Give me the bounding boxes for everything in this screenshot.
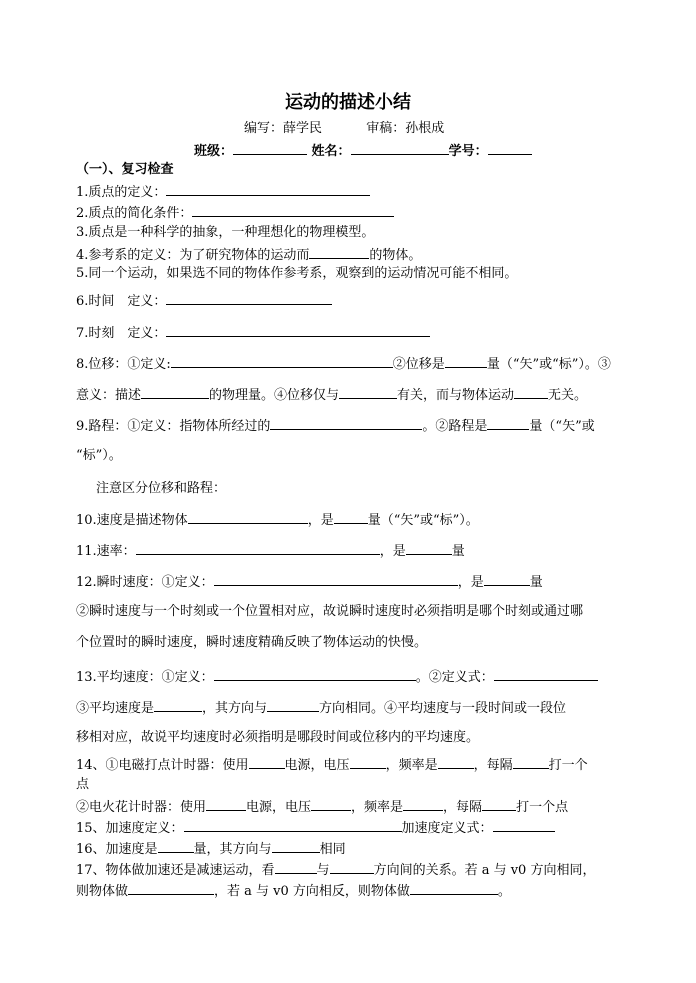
question-12-line-1: [76, 572, 543, 592]
question-7: [76, 323, 430, 343]
answer-blank[interactable]: [141, 385, 209, 399]
question-6-text: 6.时间 定义：: [76, 294, 167, 309]
class-blank[interactable]: [233, 141, 307, 155]
answer-blank[interactable]: [330, 860, 374, 874]
class-label: 班级：: [194, 144, 234, 159]
answer-blank[interactable]: [494, 667, 598, 681]
question-13-line-3: 移相对应，故说平均速度时必须指明是哪段时间或位移内的平均速度。: [76, 730, 480, 745]
id-blank[interactable]: [488, 141, 532, 155]
answer-blank[interactable]: [166, 323, 430, 337]
question-13-text: 。②定义式：: [415, 670, 494, 685]
question-4: [76, 245, 421, 265]
name-label: 姓名：: [311, 144, 351, 159]
question-14-text: ②电火花计时器：使用: [76, 800, 207, 815]
answer-blank[interactable]: [158, 839, 194, 853]
question-10-text: 量（“矢”或“标”）。: [367, 513, 479, 528]
question-13-line-2: [76, 698, 566, 718]
question-1-text: 1.质点的定义：: [76, 185, 167, 200]
question-17-text: 。: [497, 884, 511, 899]
question-7-text: 7.时刻 定义：: [76, 326, 167, 341]
answer-blank[interactable]: [166, 291, 332, 305]
question-8-text: 有关，而与物体运动: [397, 388, 515, 403]
question-12-text: 12.瞬时速度：①定义：: [76, 575, 214, 590]
question-11: [76, 541, 465, 561]
question-9-text: 9.路程：①定义：指物体所经过的: [76, 419, 271, 434]
answer-blank[interactable]: [275, 860, 317, 874]
author-line: [244, 120, 444, 138]
question-17-line-2: [76, 881, 511, 901]
answer-blank[interactable]: [403, 797, 443, 811]
answer-blank[interactable]: [493, 818, 555, 832]
note-line: 注意区分位移和路程：: [96, 481, 227, 496]
name-blank[interactable]: [351, 141, 449, 155]
question-13-text: ，其方向与: [202, 701, 268, 716]
question-13-line-1: [76, 667, 598, 687]
question-16: [76, 839, 346, 859]
answer-blank[interactable]: [334, 510, 368, 524]
question-14-line-2: 点: [76, 777, 90, 792]
question-14-text: 电源，电压: [246, 800, 312, 815]
question-10-text: ，是: [307, 513, 334, 528]
answer-blank[interactable]: [166, 182, 370, 196]
answer-blank[interactable]: [272, 839, 320, 853]
reviewer: 审稿：孙根成: [366, 121, 445, 136]
question-12-line-2: ②瞬时速度与一个时刻或一个位置相对应，故说瞬时速度时必须指明是哪个时刻或通过哪: [76, 604, 584, 619]
question-8-text: 8.位移：①定义:: [76, 357, 171, 372]
answer-blank[interactable]: [484, 572, 530, 586]
question-14-line-3: [76, 797, 568, 817]
question-17-text: 则物体做: [76, 884, 129, 899]
question-1: [76, 182, 370, 202]
question-8-text: ②位移是: [392, 357, 445, 372]
question-11-text: 11.速率：: [76, 544, 136, 559]
question-13-text: 13.平均速度：①定义：: [76, 670, 214, 685]
question-14-line-1: [76, 755, 588, 775]
question-12-text: ，是: [457, 575, 484, 590]
question-2: [76, 203, 394, 223]
answer-blank[interactable]: [184, 818, 402, 832]
question-17-text: ，若 a 与 v0 方向相反，则物体做: [214, 884, 410, 899]
author: 编写：薛学民: [244, 121, 323, 136]
answer-blank[interactable]: [188, 510, 308, 524]
question-3: 3.质点是一种科学的抽象，一种理想化的物理模型。: [76, 225, 375, 240]
question-15-text: 加速度定义式：: [401, 821, 493, 836]
question-9-text: 量（“矢”或: [529, 419, 595, 434]
question-9-line-1: [76, 416, 595, 436]
answer-blank[interactable]: [206, 797, 246, 811]
question-11-text: 量: [451, 544, 465, 559]
page-title: 运动的描述小结: [285, 92, 411, 113]
question-13-text: 方向相同。④平均速度与一段时间或一段位: [319, 701, 567, 716]
answer-blank[interactable]: [487, 416, 529, 430]
answer-blank[interactable]: [410, 881, 498, 895]
answer-blank[interactable]: [438, 755, 474, 769]
question-16-text: 16、加速度是: [76, 842, 158, 857]
question-8-line-2: [76, 385, 587, 405]
student-info-line: [194, 141, 532, 161]
question-17-line-1: [76, 860, 595, 880]
question-5: 5.同一个运动，如果选不同的物体作参考系，观察到的运动情况可能不相同。: [76, 266, 518, 281]
question-17-text: 方向间的关系。若 a 与 v0 方向相同，: [373, 863, 596, 878]
answer-blank[interactable]: [270, 416, 422, 430]
answer-blank[interactable]: [482, 797, 516, 811]
question-8-text: 意义：描述: [76, 388, 142, 403]
question-4-text: 4.参考系的定义：为了研究物体的运动而: [76, 248, 310, 263]
question-15-text: 15、加速度定义：: [76, 821, 184, 836]
answer-blank[interactable]: [128, 881, 214, 895]
answer-blank[interactable]: [406, 541, 452, 555]
answer-blank[interactable]: [445, 354, 487, 368]
section-heading: （一）、复习检查: [76, 162, 174, 177]
answer-blank[interactable]: [513, 755, 549, 769]
answer-blank[interactable]: [136, 541, 380, 555]
question-14-text: 打一个: [548, 758, 588, 773]
question-8-text: 的物理量。④位移仅与: [209, 388, 340, 403]
question-14-text: ，每隔: [473, 758, 513, 773]
question-14-text: 电源，电压: [284, 758, 350, 773]
id-label: 学号：: [448, 144, 488, 159]
question-8-text: 量（“矢”或“标”）。③: [486, 357, 611, 372]
question-4-text-end: 的物体。: [369, 248, 422, 263]
question-11-text: ，是: [379, 544, 406, 559]
question-14-text: ，每隔: [443, 800, 483, 815]
question-8-text: 无关。: [548, 388, 588, 403]
question-14-text: ，频率是: [385, 758, 438, 773]
answer-blank[interactable]: [214, 572, 458, 586]
answer-blank[interactable]: [350, 755, 386, 769]
question-10-text: 10.速度是描述物体: [76, 513, 188, 528]
question-16-text: 量，其方向与: [193, 842, 272, 857]
question-9-line-2: “标”）。: [76, 448, 122, 463]
question-9-text: 。②路程是: [422, 419, 488, 434]
question-2-text: 2.质点的简化条件：: [76, 206, 193, 221]
question-17-text: 17、物体做加速还是减速运动，看: [76, 863, 275, 878]
question-6: [76, 291, 332, 311]
answer-blank[interactable]: [249, 755, 285, 769]
answer-blank[interactable]: [154, 698, 202, 712]
question-14-text: 14、①电磁打点计时器：使用: [76, 758, 249, 773]
question-12-line-3: 个位置时的瞬时速度，瞬时速度精确反映了物体运动的快慢。: [76, 635, 428, 650]
answer-blank[interactable]: [514, 385, 548, 399]
question-13-text: ③平均速度是: [76, 701, 155, 716]
question-10: [76, 510, 479, 530]
question-16-text: 相同: [319, 842, 346, 857]
answer-blank[interactable]: [339, 385, 397, 399]
question-12-text: 量: [529, 575, 543, 590]
question-14-text: 打一个点: [516, 800, 569, 815]
answer-blank[interactable]: [171, 354, 393, 368]
question-17-text: 与: [316, 863, 330, 878]
question-14-text: ，频率是: [351, 800, 404, 815]
question-15: [76, 818, 555, 838]
answer-blank[interactable]: [214, 667, 416, 681]
question-8-line-1: [76, 354, 611, 374]
answer-blank[interactable]: [192, 203, 394, 217]
answer-blank[interactable]: [309, 245, 369, 259]
answer-blank[interactable]: [267, 698, 319, 712]
answer-blank[interactable]: [311, 797, 351, 811]
